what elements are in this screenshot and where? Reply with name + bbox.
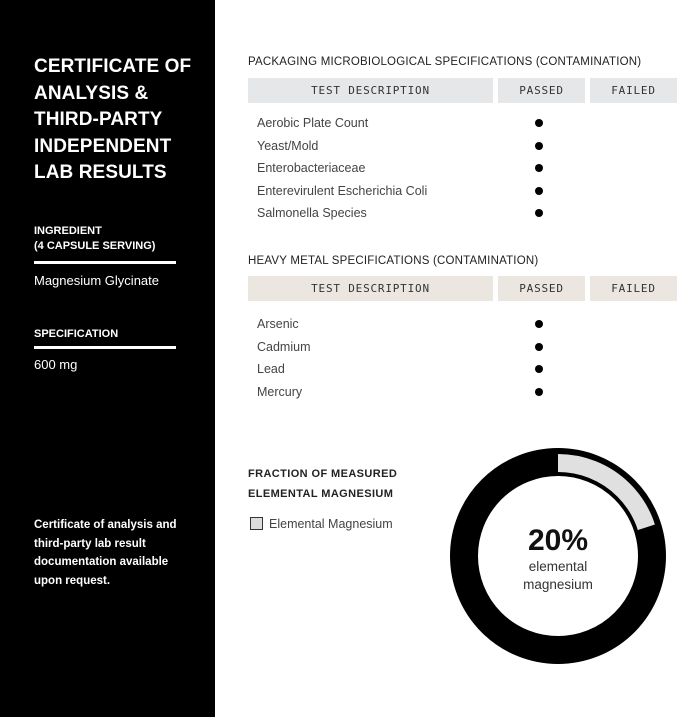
column-passed: PASSED [498, 276, 585, 301]
ingredient-value: Magnesium Glycinate [34, 273, 159, 288]
test-name: Enterobacteriaceae [257, 161, 366, 176]
test-name: Aerobic Plate Count [257, 116, 369, 130]
column-failed: FAILED [590, 78, 677, 103]
passed-indicator [535, 209, 543, 217]
column-failed: FAILED [590, 276, 677, 301]
table-row [257, 115, 557, 138]
ingredient-label [34, 224, 155, 254]
donut-caption [450, 558, 666, 594]
passed-indicator [535, 187, 543, 195]
passed-indicator [535, 164, 543, 172]
test-name: Arsenic [257, 317, 299, 331]
passed-indicator [535, 119, 543, 127]
specification-label: SPECIFICATION [34, 328, 119, 340]
test-name: Yeast/Mold [257, 138, 319, 153]
donut-percent: 20% [527, 524, 589, 557]
column-test-description: TEST DESCRIPTION [248, 276, 493, 301]
microbiological-title: PACKAGING MICROBIOLOGICAL SPECIFICATIONS (CONTAMINATION) [248, 56, 642, 68]
page-title: CERTIFICATE OF ANALYSIS & THIRD-PARTY INDEPENDENT LAB RESULTS [34, 56, 192, 183]
column-passed: PASSED [498, 78, 585, 103]
table-row [257, 361, 557, 384]
test-name: Lead [257, 362, 285, 377]
legend-label: Elemental Magnesium [269, 517, 393, 531]
documentation-note: Certificate of analysis and third-party lab result documentation available upon request. [34, 519, 177, 587]
heavy-metal-title: HEAVY METAL SPECIFICATIONS (CONTAMINATION) [248, 255, 539, 267]
heavy-metal-rows [257, 316, 557, 406]
passed-indicator [535, 320, 543, 328]
donut-caption-line1: elemental [528, 559, 588, 574]
fraction-title [248, 464, 397, 504]
ingredient-divider [34, 261, 176, 264]
table-row [257, 339, 557, 362]
legend-swatch [250, 517, 263, 530]
fraction-title-line2: ELEMENTAL MAGNESIUM [248, 488, 394, 500]
donut-caption-line2: magnesium [523, 577, 593, 592]
ingredient-label-line2: (4 CAPSULE SERVING) [34, 240, 156, 252]
ingredient-label-line1: INGREDIENT [34, 225, 102, 237]
table-row [257, 183, 557, 206]
specification-value: 600 mg [34, 357, 78, 372]
test-name: Mercury [257, 384, 303, 399]
microbiological-rows [257, 115, 557, 228]
test-name: Salmonella Species [257, 206, 367, 221]
test-name: Cadmium [257, 339, 311, 354]
table-row [257, 138, 557, 161]
passed-indicator [535, 365, 543, 373]
table-row [257, 384, 557, 407]
passed-indicator [535, 142, 543, 150]
table-row [257, 316, 557, 339]
fraction-title-line1: FRACTION OF MEASURED [248, 468, 398, 480]
passed-indicator [535, 343, 543, 351]
chart-legend [250, 517, 393, 531]
sidebar [0, 0, 215, 717]
passed-indicator [535, 388, 543, 396]
table-row [257, 160, 557, 183]
specification-divider [34, 346, 176, 349]
test-name: Enterevirulent Escherichia Coli [257, 183, 428, 198]
table-row [257, 205, 557, 228]
column-test-description: TEST DESCRIPTION [248, 78, 493, 103]
